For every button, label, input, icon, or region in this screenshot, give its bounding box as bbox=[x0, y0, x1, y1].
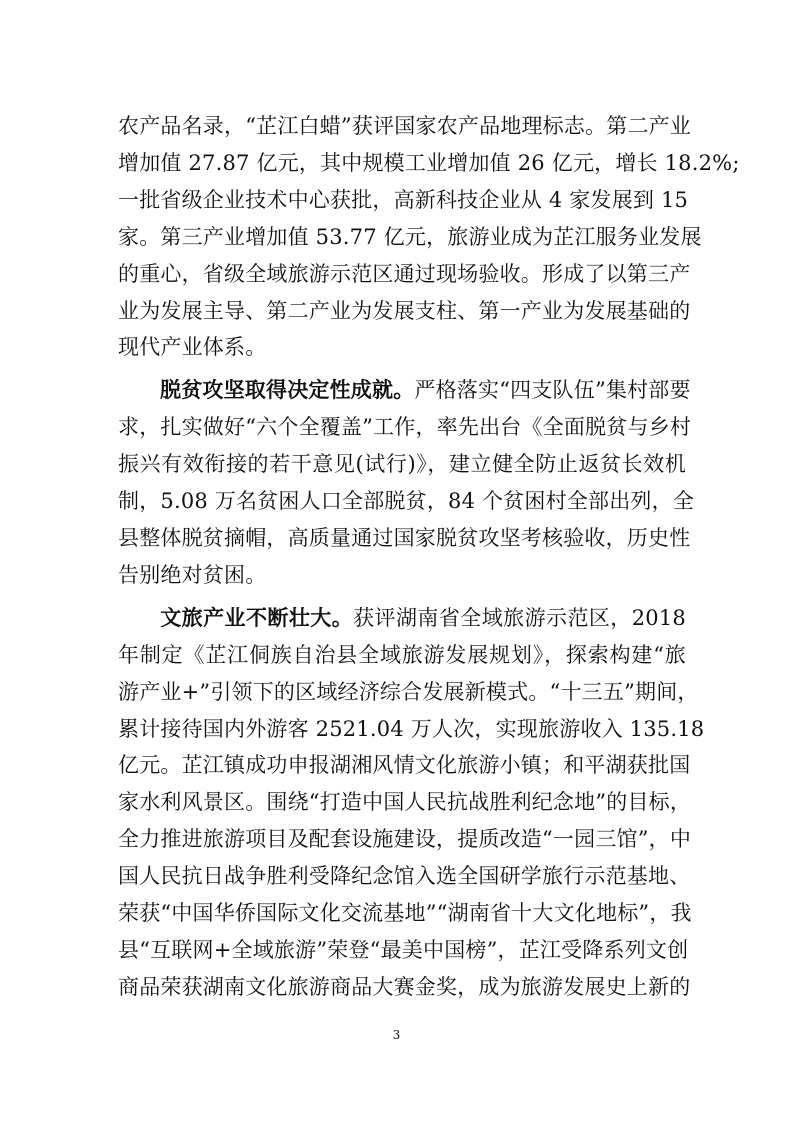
text-line: 的重心，省级全域旅游示范区通过现场验收。形成了以第三产 bbox=[118, 261, 691, 286]
paragraph-heading: 脱贫攻坚取得决定性成就。 bbox=[160, 377, 415, 403]
text-line: 游产业+”引领下的区域经济综合发展新模式。“十三五”期间， bbox=[118, 679, 699, 704]
text-line: 家水利风景区。围绕“打造中国人民抗战胜利纪念地”的目标， bbox=[118, 790, 692, 815]
paragraph-poverty bbox=[118, 372, 695, 593]
text-line: 年制定《芷江侗族自治县全域旅游发展规划》，探索构建“旅 bbox=[118, 642, 686, 667]
body-text bbox=[118, 108, 740, 1006]
text-line: 制，5.08 万名贫困人口全部脱贫，84 个贫困村全部出列，全 bbox=[118, 489, 695, 514]
page-number: 3 bbox=[392, 1028, 401, 1042]
text-line: 国人民抗日战争胜利受降纪念馆入选全国研学旅行示范基地、 bbox=[118, 864, 691, 889]
text-line: 求，扎实做好“六个全覆盖”工作，率先出台《全面脱贫与乡村 bbox=[118, 415, 692, 440]
text-line: 累计接待国内外游客 2521.04 万人次，实现旅游收入 135.18 bbox=[118, 716, 705, 741]
text-line bbox=[118, 372, 691, 409]
text-run: 严格落实“四支队伍”集村部要 bbox=[414, 378, 691, 403]
text-line: 商品荣获湖南文化旅游商品大赛金奖，成为旅游发展史上新的 bbox=[118, 974, 691, 999]
text-line: 振兴有效衔接的若干意见(试行)》，建立健全防止返贫长效机 bbox=[118, 452, 686, 477]
text-line: 亿元。芷江镇成功申报湖湘风情文化旅游小镇；和平湖获批国 bbox=[118, 753, 691, 778]
text-line: 全力推进旅游项目及配套设施建设，提质改造“一园三馆”，中 bbox=[118, 827, 692, 852]
text-line: 农产品名录，“芷江白蜡”获评国家农产品地理标志。第二产业 bbox=[118, 114, 692, 138]
text-line: 业为发展主导、第二产业为发展支柱、第一产业为发展基础的 bbox=[118, 298, 691, 323]
text-line: 县整体脱贫摘帽，高质量通过国家脱贫攻坚考核验收，历史性 bbox=[118, 525, 691, 550]
text-line bbox=[118, 600, 686, 637]
text-line: 现代产业体系。 bbox=[118, 335, 267, 360]
paragraph-tourism bbox=[118, 600, 705, 1006]
text-line: 荣获“中国华侨国际文化交流基地”“湖南省十大文化地标”，我 bbox=[118, 901, 692, 926]
text-line: 一批省级企业技术中心获批，高新科技企业从 4 家发展到 15 bbox=[118, 187, 689, 212]
paragraph-industry bbox=[118, 108, 740, 366]
text-line: 县“互联网+全域旅游”荣登“最美中国榜”，芷江受降系列文创 bbox=[118, 937, 689, 962]
text-line: 增加值 27.87 亿元，其中规模工业增加值 26 亿元，增长 18.2%; bbox=[118, 150, 740, 175]
text-line: 家。第三产业增加值 53.77 亿元，旅游业成为芷江服务业发展 bbox=[118, 224, 702, 249]
paragraph-heading: 文旅产业不断壮大。 bbox=[160, 604, 354, 630]
text-line: 告别绝对贫困。 bbox=[118, 562, 267, 587]
text-run: 获评湖南省全域旅游示范区，2018 bbox=[353, 605, 686, 630]
